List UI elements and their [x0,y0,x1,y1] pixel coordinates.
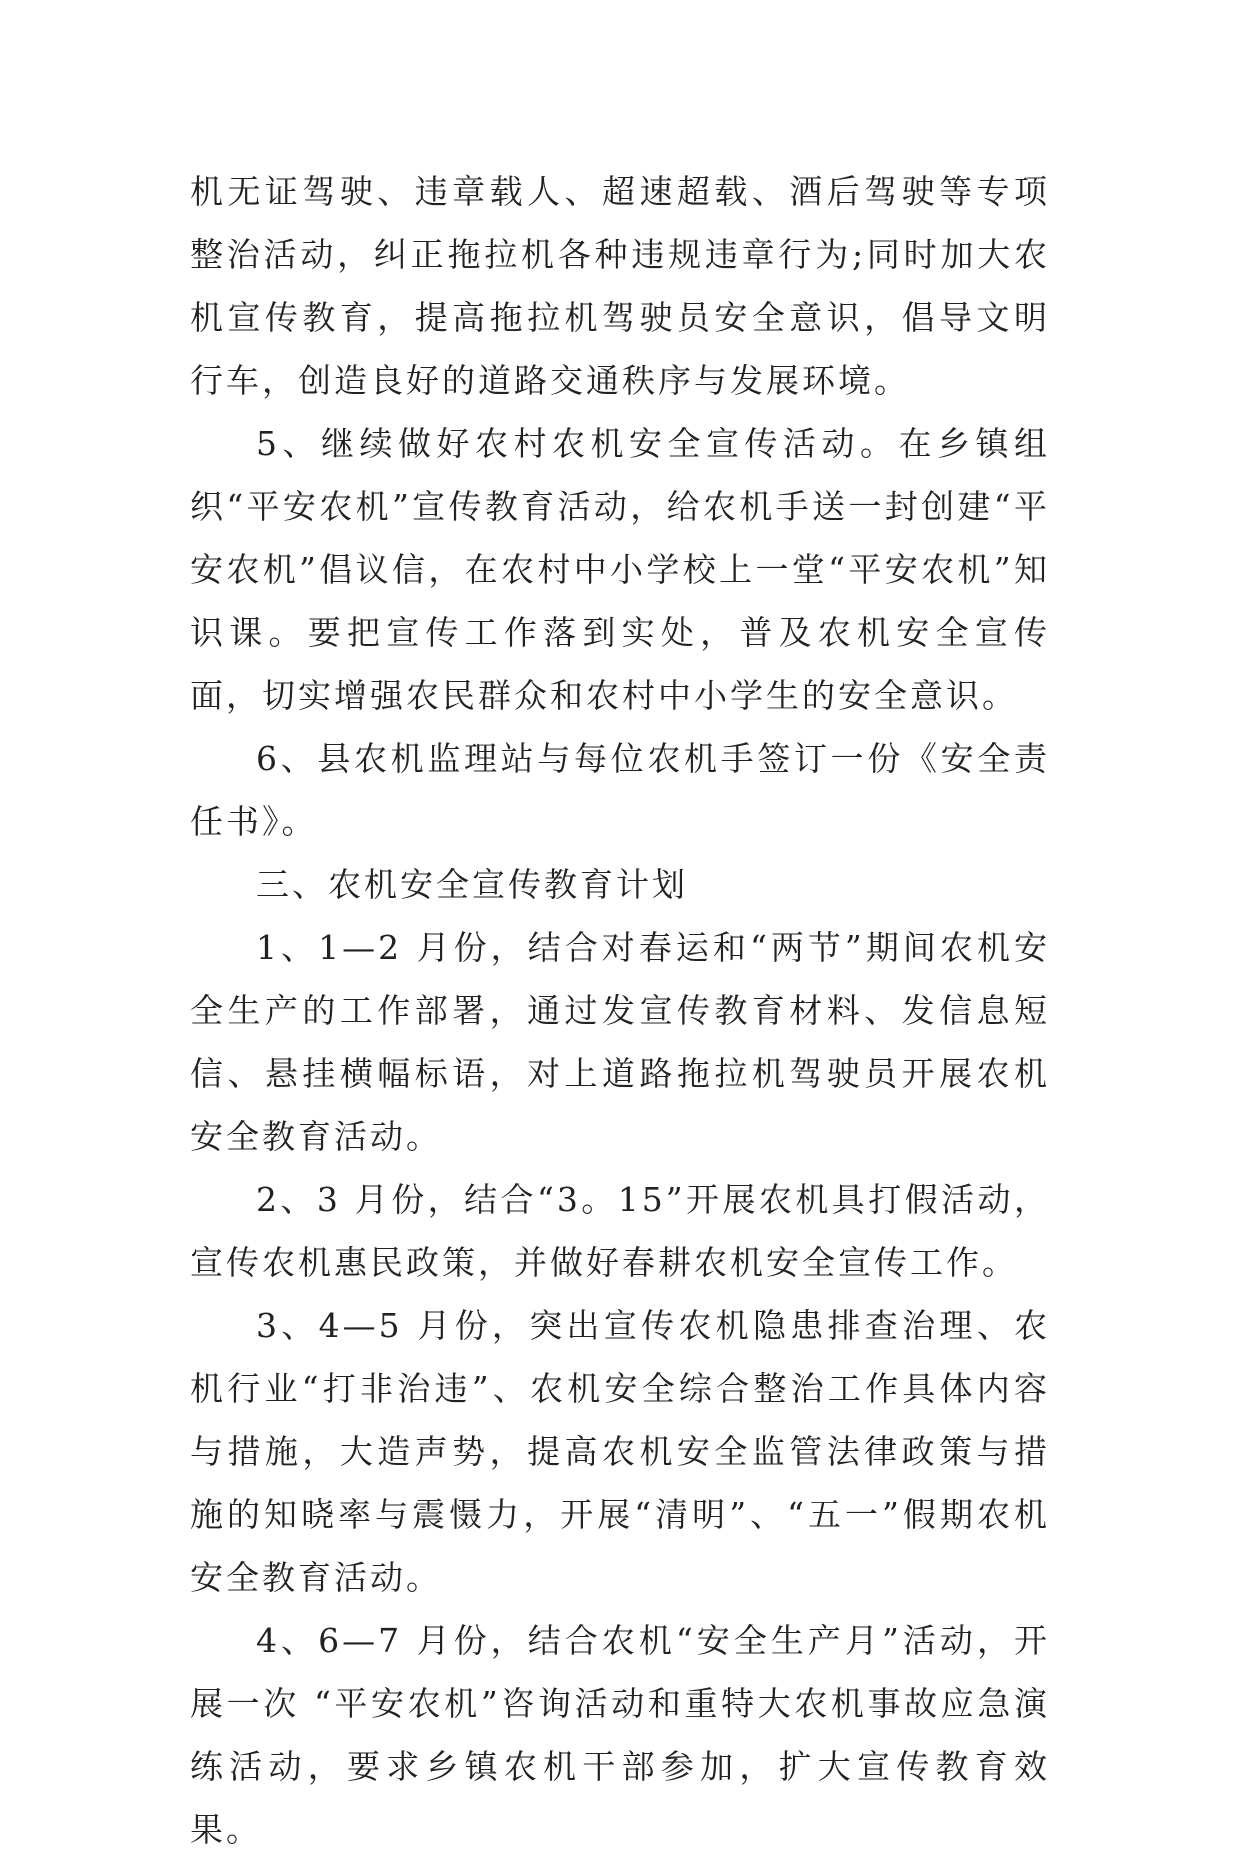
paragraph-item-6: 6、县农机监理站与每位农机手签订一份《安全责任书》。 [190,739,1050,841]
document-body [190,160,1050,1861]
paragraph-plan-2: 2、3 月份，结合“3。15”开展农机具打假活动，宣传农机惠民政策，并做好春耕农机安全宣传工作。 [190,1180,1050,1282]
paragraph-item-5: 5、继续做好农村农机安全宣传活动。在乡镇组织“平安农机”宣传教育活动，给农机手送一封创建“平安农机”倡议信，在农村中小学校上一堂“平安农机”知识课。要把宣传工作落到实处，普及农机安全宣传面，切实增强农民群众和农村中小学生的安全意识。 [190,424,1050,715]
paragraph-plan-4: 4、6—7 月份，结合农机“安全生产月”活动，开展一次 “平安农机”咨询活动和重特大农机事故应急演练活动，要求乡镇农机干部参加，扩大宣传教育效果。 [190,1621,1050,1849]
paragraph-continuation: 机无证驾驶、违章载人、超速超载、酒后驾驶等专项整治活动，纠正拖拉机各种违规违章行为;同时加大农机宣传教育，提高拖拉机驾驶员安全意识，倡导文明行车，创造良好的道路交通秩序与发展环境。 [190,172,1050,400]
paragraph-plan-3: 3、4—5 月份，突出宣传农机隐患排查治理、农机行业“打非治违”、农机安全综合整治工作具体内容与措施，大造声势，提高农机安全监管法律政策与措施的知晓率与震慑力，开展“清明”、“五一”假期农机安全教育活动。 [190,1306,1050,1597]
paragraph-plan-1: 1、1—2 月份，结合对春运和“两节”期间农机安全生产的工作部署，通过发宣传教育材料、发信息短信、悬挂横幅标语，对上道路拖拉机驾驶员开展农机安全教育活动。 [190,928,1050,1156]
section-heading-3: 三、农机安全宣传教育计划 [256,865,688,904]
